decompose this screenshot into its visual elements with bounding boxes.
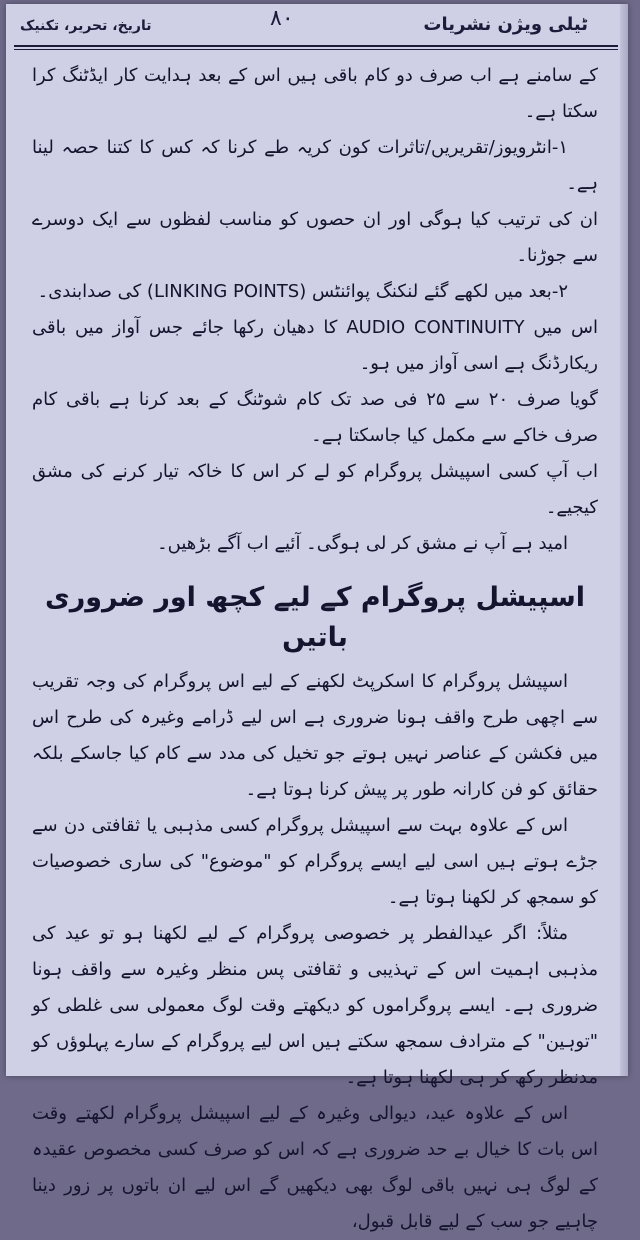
page-number: ۸۰ (270, 6, 294, 31)
header-book-title: ٹیلی ویژن نشریات (423, 14, 588, 35)
paragraph: امید ہے آپ نے مشق کر لی ہوگی۔ آئیے اب آگے بڑھیں۔ (157, 533, 568, 554)
paragraph: ۲-بعد میں لکھے گئے لنکنگ پوائنٹس (LINKING POINTS) کی صدابندی۔ (37, 281, 568, 302)
page-edge (620, 4, 628, 1076)
paragraph: اسپیشل پروگرام کا اسکرپٹ لکھنے کے لیے اس پروگرام کی وجہ تقریب سے اچھی طرح واقف ہونا ضروری ہے اس لیے ڈرامے وغیرہ کی طرح اس میں فکشن کے عناصر نہیں ہوتے جو تخیل کی مدد سے کام کیا جاسکے بلکہ حقائق کو فن کارانہ طور پر پیش کرنا ہوتا ہے۔ (32, 671, 598, 800)
paragraph: ۱-انٹرویوز/تقریریں/تاثرات کون کریہ طے کرنا کہ کس کا کتنا حصہ لینا ہے۔ (32, 137, 598, 194)
header-subtitle: تاریخ، تحریر، تکنیک (20, 18, 152, 34)
book-page (6, 4, 628, 1232)
header-rule-thin (14, 49, 618, 50)
paragraph: مثلاً: اگر عیدالفطر پر خصوصی پروگرام کے لیے لکھنا ہو تو عید کی مذہبی اہمیت اس کے تہذیبی و ثقافتی پس منظر وغیرہ سے واقف ہونا ضروری ہے۔ ایسے پروگراموں کو دیکھتے وقت لوگ معمولی سی غلطی کو "توہین" کے مترادف سمجھ سکتے ہیں اس لیے پروگرام کے سارے پہلوؤں کو مدنظر رکھ کر ہی لکھنا ہوتا ہے۔ (32, 923, 598, 1088)
section-heading: اسپیشل پروگرام کے لیے کچھ اور ضروری باتیں (44, 582, 586, 653)
page-body (32, 58, 598, 1240)
paragraph: اس کے علاوہ عید، دیوالی وغیرہ کے لیے اسپیشل پروگرام لکھتے وقت اس بات کا خیال بے حد ضروری ہے کہ اس کو صرف کسی مخصوص عقیدہ کے لوگ ہی نہیں باقی لوگ بھی دیکھیں گے اس لیے ان باتوں پر زور دینا چاہیے جو سب کے لیے قابل قبول، (32, 1103, 598, 1232)
header-rule (14, 45, 618, 47)
paragraph: اس کے علاوہ بہت سے اسپیشل پروگرام کسی مذہبی یا ثقافتی دن سے جڑے ہوتے ہیں اسی لیے ایسے پروگرام کو "موضوع" کی ساری خصوصیات کو سمجھ کر لکھنا ہوتا ہے۔ (32, 815, 598, 908)
paragraph: کے سامنے ہے اب صرف دو کام باقی ہیں اس کے بعد ہدایت کار ایڈٹنگ کرا سکتا ہے۔ (32, 65, 598, 122)
page-header (6, 4, 628, 48)
paragraph: گویا صرف ۲۰ سے ۲۵ فی صد تک کام شوٹنگ کے بعد کرنا ہے باقی کام صرف خاکے سے مکمل کیا جاسکتا ہے۔ (32, 389, 599, 446)
paragraph: اب آپ کسی اسپیشل پروگرام کو لے کر اس کا خاکہ تیار کرنے کی مشق کیجیے۔ (32, 461, 598, 518)
paragraph: ان کی ترتیب کیا ہوگی اور ان حصوں کو مناسب لفظوں سے ایک دوسرے سے جوڑنا۔ (32, 209, 598, 266)
paragraph: اس میں AUDIO CONTINUITY کا دھیان رکھا جائے جس آواز میں باقی ریکارڈنگ ہے اسی آواز میں ہو۔ (32, 317, 598, 374)
